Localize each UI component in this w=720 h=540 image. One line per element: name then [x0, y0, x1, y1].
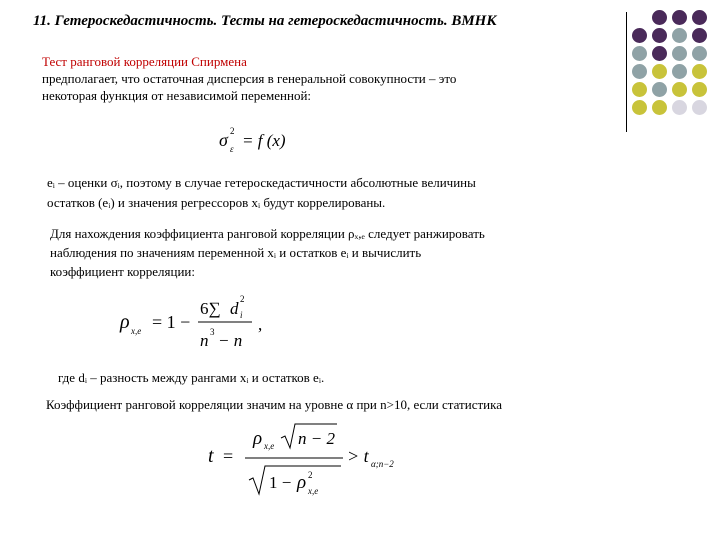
intro-line-1: предполагает, что остаточная дисперсия в генеральной совокупности – это	[42, 71, 457, 86]
decor-dot	[692, 28, 707, 43]
decor-dot	[652, 100, 667, 115]
decor-dot	[632, 100, 647, 115]
formula-sigma-sub: ε	[230, 144, 234, 154]
f2-rho: ρ	[120, 311, 130, 333]
f3-eq: =	[223, 446, 234, 466]
formula-variance-svg	[215, 122, 305, 158]
para1-line-2: остатков (eᵢ) и значения регрессоров xᵢ будут коррелированы.	[47, 195, 386, 210]
decor-dot	[652, 64, 667, 79]
para1-line-1: eᵢ – оценки σᵢ, поэтому в случае гетероскедастичности абсолютные величины	[47, 175, 476, 190]
decor-dot	[692, 100, 707, 115]
para4-line-1: Коэффициент ранговой корреляции значим на уровне α при n>10, если статистика	[46, 397, 502, 412]
decor-dot	[672, 10, 687, 25]
f3-t-sub: α;n−2	[371, 459, 394, 469]
formula-spearman	[118, 290, 288, 359]
decor-dot	[652, 10, 667, 25]
f3-rho: ρ	[253, 428, 263, 449]
para2-line-1: Для нахождения коэффициента ранговой корреляции ρₓ,ₑ следует ранжировать	[50, 226, 485, 241]
formula-rhs: = f (x)	[242, 131, 286, 150]
decor-dot	[692, 82, 707, 97]
decor-dot	[672, 28, 687, 43]
decor-dot	[632, 82, 647, 97]
slide-title: 11. Гетероскедастичность. Тесты на гетероскедастичность. ВМНК	[33, 13, 497, 29]
decor-dot	[672, 64, 687, 79]
formula-t-statistic	[205, 418, 410, 507]
f2-den-n: n	[200, 331, 209, 350]
decor-dot	[692, 10, 707, 25]
formula-spearman-svg	[118, 290, 288, 354]
f2-d: d	[230, 299, 239, 318]
f2-den-rest: − n	[218, 331, 243, 350]
f3-t: t	[208, 445, 214, 467]
f3-gt: > t	[347, 446, 369, 466]
decor-dot	[672, 46, 687, 61]
decor-dot	[692, 46, 707, 61]
f3-one-minus: 1 −	[269, 473, 292, 492]
para2-line-3: коэффициент корреляции:	[50, 264, 195, 279]
decor-dot	[632, 28, 647, 43]
para3-line-1: где dᵢ – разность между рангами xᵢ и остатков eᵢ.	[58, 370, 325, 385]
decor-dot	[652, 28, 667, 43]
intro-line-2: некоторая функция от независимой переменной:	[42, 88, 312, 103]
f3-rho2: ρ	[297, 472, 307, 493]
f3-rho2-sub: x,e	[308, 486, 319, 496]
formula-t-svg	[205, 418, 410, 502]
para2-line-2: наблюдения по значениям переменной xᵢ и остатков eᵢ и вычислить	[50, 245, 422, 260]
decor-dot	[632, 64, 647, 79]
decorative-divider	[626, 12, 627, 132]
formula-sigma: σ	[219, 130, 228, 150]
decor-dot	[692, 64, 707, 79]
f2-den-sup: 3	[210, 327, 215, 337]
decor-dot	[672, 100, 687, 115]
f2-eq: = 1 −	[152, 312, 191, 332]
f3-rho-sub: x,e	[264, 441, 275, 451]
f2-d-sup: 2	[240, 294, 245, 304]
f2-rho-sub: x,e	[131, 326, 142, 336]
formula-variance	[215, 122, 305, 163]
f2-num: 6∑	[200, 299, 221, 318]
decor-dot	[672, 82, 687, 97]
decor-dot	[632, 46, 647, 61]
formula-sigma-sup: 2	[230, 126, 235, 136]
f3-root-num: n − 2	[298, 429, 335, 448]
f2-d-sub: i	[240, 310, 243, 320]
decor-dot	[652, 46, 667, 61]
f2-comma: ,	[258, 315, 263, 334]
f3-rho2-sup: 2	[308, 470, 313, 480]
decor-dot	[652, 82, 667, 97]
f3-sqrt-bottom	[249, 466, 341, 494]
decorative-dot-grid	[632, 8, 716, 128]
test-heading: Тест ранговой корреляции Спирмена	[42, 54, 247, 69]
